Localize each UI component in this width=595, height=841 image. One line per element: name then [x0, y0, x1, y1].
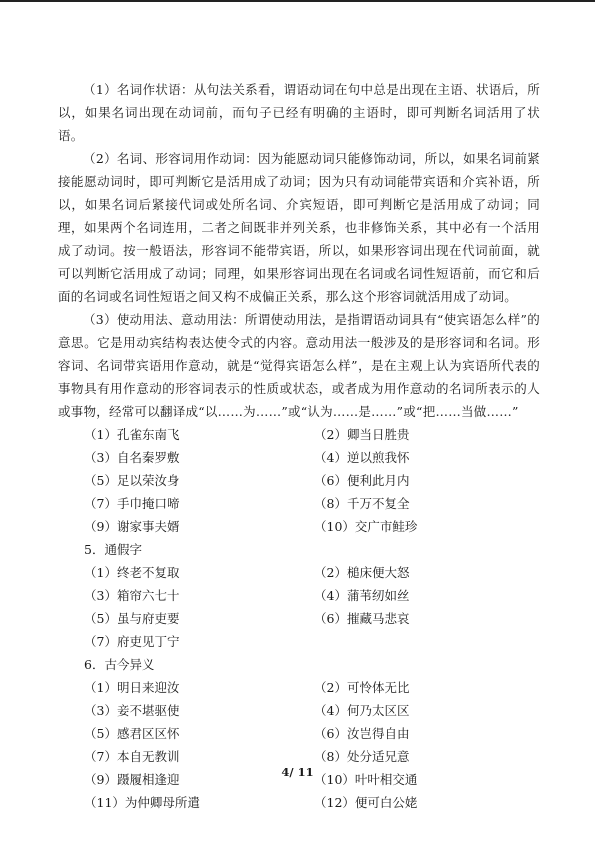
- list-item: （11）为仲卿母所遣: [84, 795, 200, 810]
- list-item: （2）槌床便大怒: [314, 565, 410, 580]
- list-item: （6）便利此月内: [314, 473, 410, 488]
- list-item: （10）叶叶相交通: [314, 772, 418, 787]
- example-list-tongjia: [58, 561, 540, 653]
- example-list-word-usage: [58, 423, 540, 538]
- document-body: [58, 78, 540, 814]
- list-item: （1）明日来迎汝: [84, 680, 180, 695]
- list-item: （9）蹑履相逢迎: [84, 772, 180, 787]
- list-item: （3）妾不堪驱使: [84, 703, 180, 718]
- paragraph-causative-putative: （3）使动用法、意动用法：所谓使动用法，是指谓语动词具有“使宾语怎么样”的意思。它是用动宾结构表达使令式的内容。意动用法一般涉及的是形容词和名词。形容词、名词带宾语用作意动，就是“觉得宾语怎么样”，是在主观上认为宾语所代表的事物具有用作意动的形容词表示的性质或状态，或者成为用作意动的名词所表示的人或事物，经常可以翻译成“以……为……”或“认为……是……”或“把……当做……”: [58, 312, 540, 419]
- list-item: （5）感君区区怀: [84, 726, 180, 741]
- list-item: （10）交广市鲑珍: [314, 519, 418, 534]
- section-heading-gujin-yiyi: 6．古今异义: [84, 657, 155, 672]
- list-item: （2）卿当日胜贵: [314, 427, 410, 442]
- list-item: （2）可怜体无比: [314, 680, 410, 695]
- list-item: （6）摧藏马悲哀: [314, 611, 410, 626]
- list-item: （8）处分适兄意: [314, 749, 410, 764]
- list-item: （7）本自无教训: [84, 749, 180, 764]
- header-rule: [0, 0, 595, 2]
- section-heading-tongjia: 5．通假字: [84, 542, 142, 557]
- list-item: （8）千万不复全: [314, 496, 410, 511]
- list-item: （4）逆以煎我怀: [314, 450, 410, 465]
- list-item: （3）自名秦罗敷: [84, 450, 180, 465]
- paragraph-noun-adjective-as-verb: （2）名词、形容词用作动词：因为能愿动词只能修饰动词，所以，如果名词前紧接能愿动词时，即可判断它是活用成了动词；因为只有动词能带宾语和介宾补语，所以，如果名词后紧接代词或处所名词、介宾短语，即可判断它是活用成了动词；同理，如果两个名词连用，二者之间既非并列关系，也非修饰关系，其中必有一个活用成了动词。按一般语法，形容词不能带宾语，所以，如果形容词出现在代词前面，就可以判断它活用成了动词；同理，如果形容词出现在名词或名词性短语前，而它和后面的名词或名词性短语之间又构不成偏正关系，那么这个形容词就活用成了动词。: [58, 151, 540, 304]
- page-number: 4/ 11: [281, 765, 314, 779]
- list-item: （4）何乃太区区: [314, 703, 410, 718]
- list-item: （6）汝岂得自由: [314, 726, 410, 741]
- list-item: （1）孔雀东南飞: [84, 427, 180, 442]
- example-list-gujin-yiyi: [58, 676, 540, 814]
- list-item: （7）手巾掩口啼: [84, 496, 180, 511]
- list-item: （4）蒲苇纫如丝: [314, 588, 410, 603]
- list-item: （1）终老不复取: [84, 565, 180, 580]
- list-item: （12）便可白公姥: [314, 795, 418, 810]
- list-item: （3）箱帘六七十: [84, 588, 180, 603]
- list-item: （5）虽与府吏要: [84, 611, 180, 626]
- list-item: （9）谢家事夫婿: [84, 519, 180, 534]
- list-item: （7）府吏见丁宁: [84, 634, 180, 649]
- paragraph-noun-as-adverbial: （1）名词作状语：从句法关系看，谓语动词在句中总是出现在主语、状语后，所以，如果名词出现在动词前，而句子已经有明确的主语时，即可判断名词活用了状语。: [58, 82, 540, 143]
- list-item: （5）足以荣汝身: [84, 473, 180, 488]
